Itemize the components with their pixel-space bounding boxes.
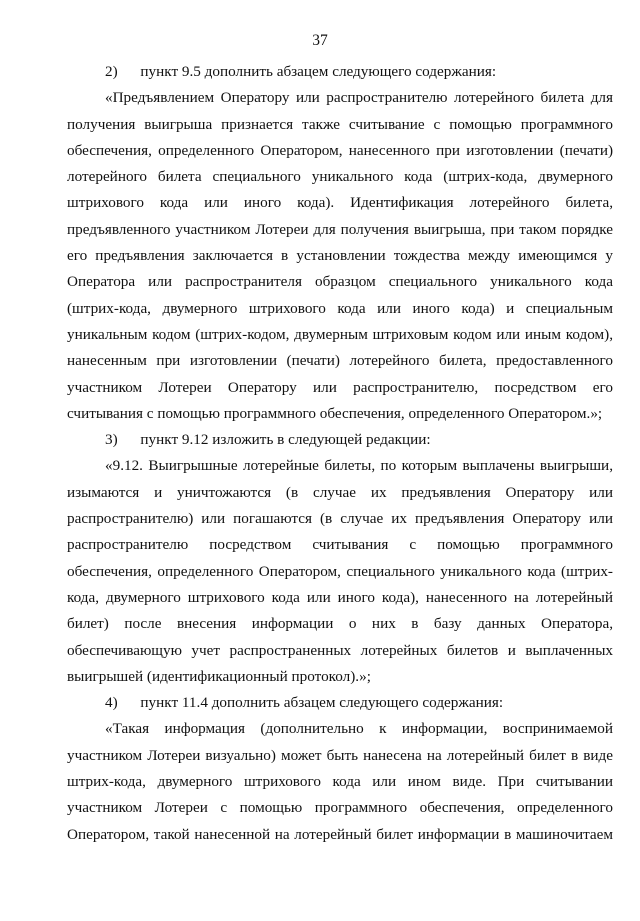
paragraph-quote-9-12: «9.12. Выигрышные лотерейные билеты, по которым выплачены выигрыши, изымаются и уничтожаются (в случае их предъявления Оператору или распространителю) или погашаются (в случае их предъявления Оператору или распространителю посредством считывания с помощью программного обеспечения, определенного Оператором, специального уникального кода (штрих-кода, двумерного штрихового кода или иного кода), нанесенного на лотерейный билет) после внесения информации о них в базу данных Оператора, обеспечивающую учет распространенных лотерейных билетов и выплаченных выигрышей (идентификационный протокол).»; <box>67 457 613 685</box>
paragraph-quote-11-4: «Такая информация (дополнительно к информации, воспринимаемой участником Лотереи визуально) может быть нанесена на лотерейный билет в виде штрих-кода, двумерного штрихового кода или ином виде. При считывании участником Лотереи с помощью программного обеспечения, определенного Оператором, такой нанесенной на лотерейный билет информации в машиночитаем <box>67 720 613 843</box>
paragraph-quote-9-5: «Предъявлением Оператору или распространителю лотерейного билета для получения выигрыша признается также считывание с помощью программного обеспечения, определенного Оператором, нанесенного при изготовлении (печати) лотерейного билета специального уникального кода (штрих-кода, двумерного штрихового кода или иного кода). Идентификация лотерейного билета, предъявленного участником Лотереи для получения выигрыша, при таком порядке его предъявления заключается в установлении тождества между имеющимся у Оператора или распространителя образцом специального уникального кода (штрих-кода, двумерного штрихового кода или иного кода) и специальным уникальным кодом (штрих-кодом, двумерным штриховым кодом или иным кодом), нанесенным при изготовлении (печати) лотерейного билета, предоставленного участником Лотереи Оператору или распространителю, посредством его считывания с помощью программного обеспечения, определенного Оператором.»; <box>67 89 613 422</box>
list-item-4: 4) пункт 11.4 дополнить абзацем следующего содержания: <box>105 694 504 712</box>
list-item-2: 2) пункт 9.5 дополнить абзацем следующего содержания: <box>105 63 497 80</box>
list-item-3: 3) пункт 9.12 изложить в следующей редакции: <box>105 431 431 449</box>
page-number: 37 <box>312 32 328 49</box>
page-body <box>67 59 613 848</box>
